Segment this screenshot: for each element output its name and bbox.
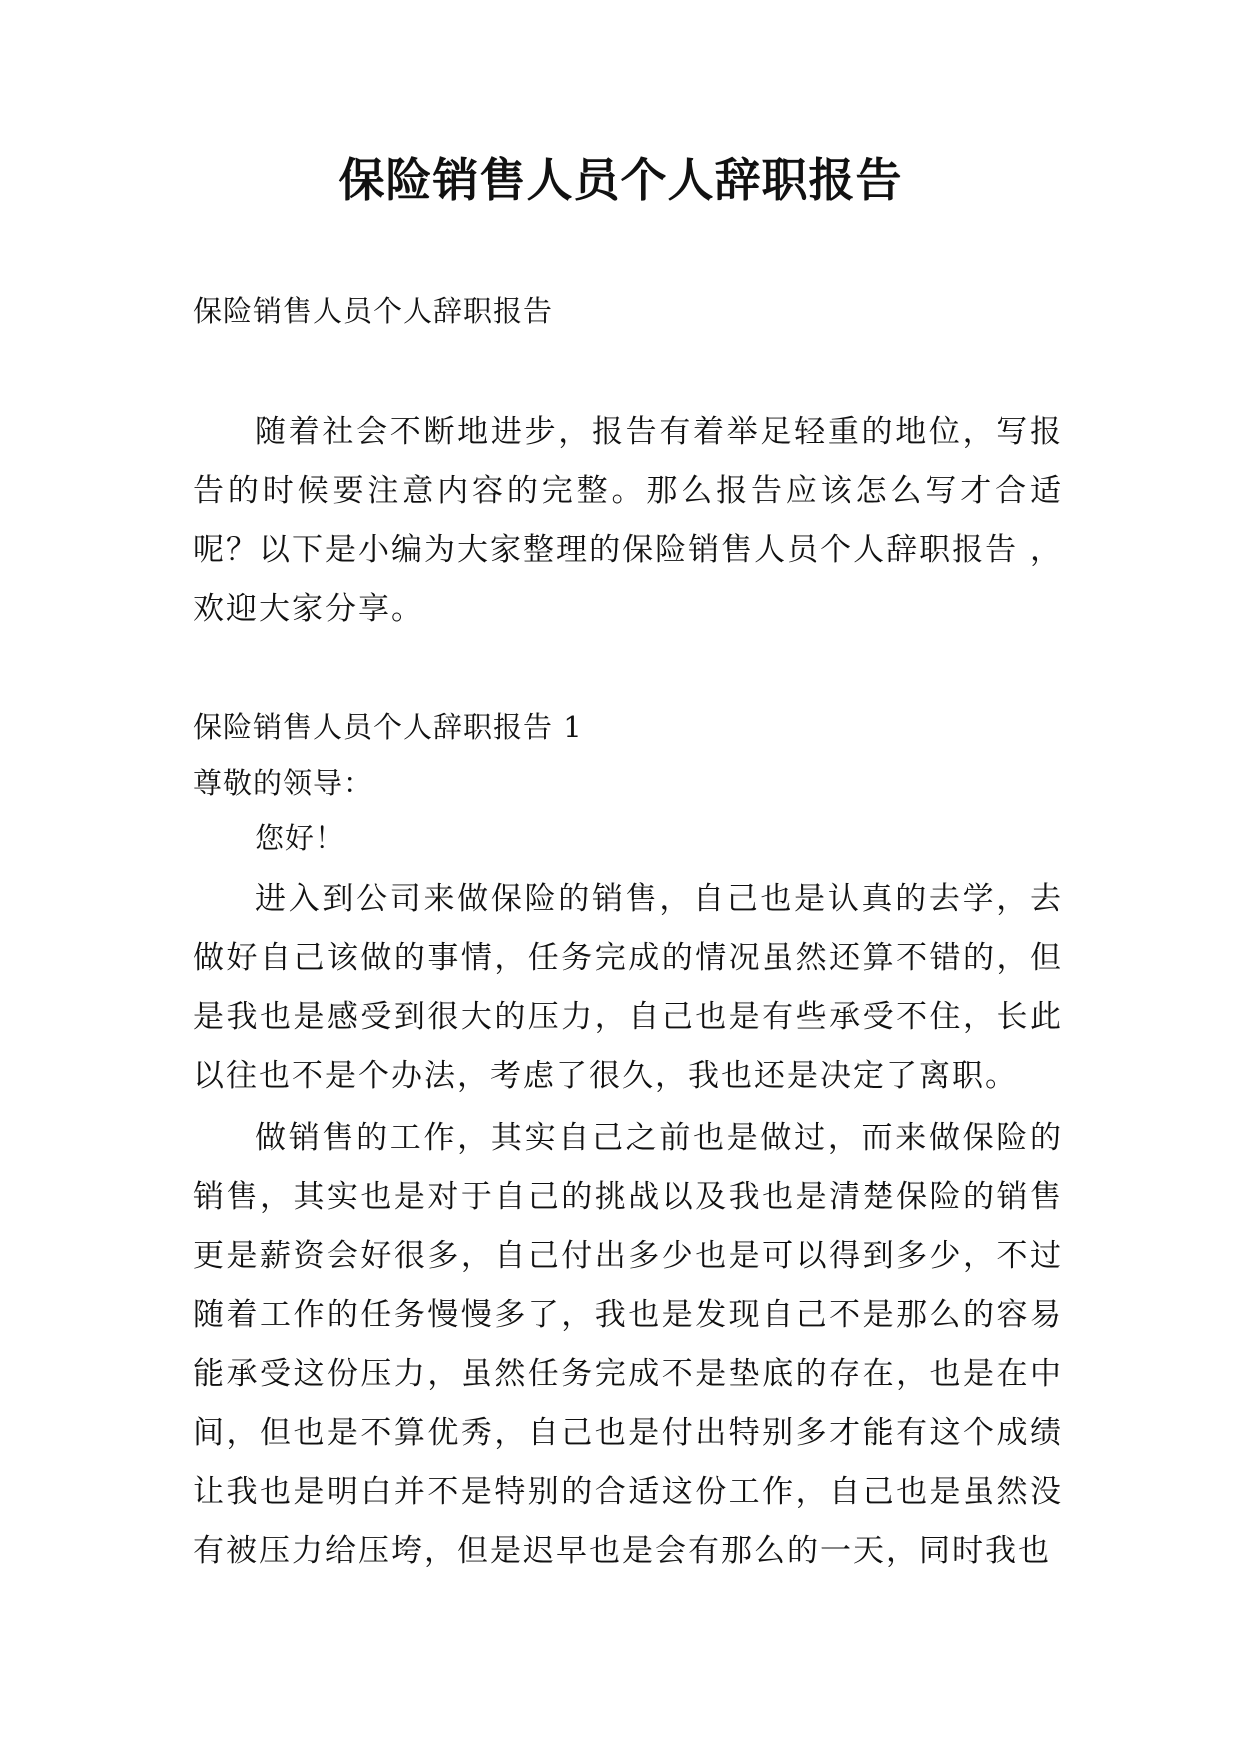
section-title: 保险销售人员个人辞职报告 1 <box>193 710 583 744</box>
greeting: 您好！ <box>255 821 346 855</box>
document-subtitle: 保险销售人员个人辞职报告 <box>193 294 554 328</box>
intro-paragraph: 随着社会不断地进步，报告有着举足轻重的地位，写报告的时候要注意内容的完整。那么报告应该怎么写才合适呢？以下是小编为大家整理的保险销售人员个人辞职报告 ，欢迎大家分享。 <box>193 414 1063 627</box>
body-paragraph: 做销售的工作，其实自己之前也是做过，而来做保险的销售，其实也是对于自己的挑战以及我也是清楚保险的销售更是薪资会好很多，自己付出多少也是可以得到多少，不过随着工作的任务慢慢多了，我也是发现自己不是那么的容易能承受这份压力，虽然任务完成不是垫底的存在，也是在中间，但也是不算优秀，自己也是付出特别多才能有这个成绩让我也是明白并不是特别的合适这份工作，自己也是虽然没有被压力给压垮，但是迟早也是会有那么的一天，同时我也 <box>193 1120 1063 1569</box>
body-paragraph: 进入到公司来做保险的销售，自己也是认真的去学，去做好自己该做的事情，任务完成的情况虽然还算不错的，但是我也是感受到很大的压力，自己也是有些承受不住，长此以往也不是个办法，考虑了很久，我也还是决定了离职。 <box>193 881 1063 1094</box>
salutation: 尊敬的领导： <box>193 766 374 800</box>
document-title: 保险销售人员个人辞职报告 <box>338 153 903 207</box>
